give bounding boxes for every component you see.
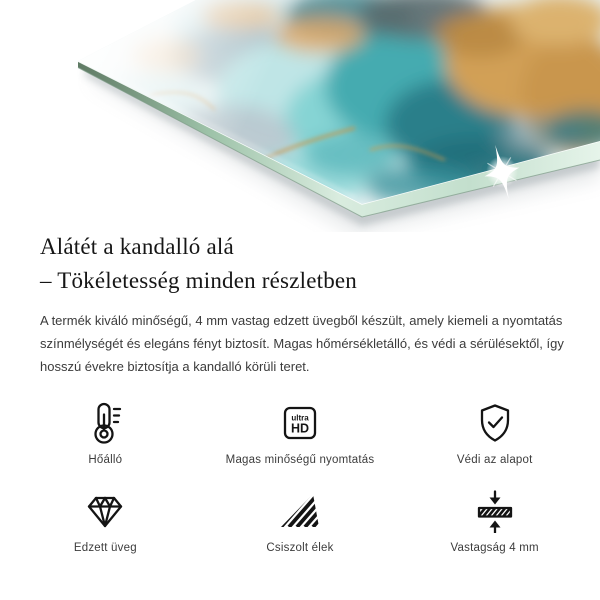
- description-line: A termék kiváló minőségű, 4 mm vastag edzett üvegből készült, amely kiemeli a nyomtatás: [40, 313, 563, 328]
- page-title: [40, 230, 357, 298]
- thickness-icon: [473, 488, 517, 534]
- feature-label: Vastagság 4 mm: [450, 542, 539, 554]
- feature-heat-resistant: [8, 400, 203, 466]
- feature-label: Edzett üveg: [73, 542, 137, 554]
- feature-base-protection: [397, 400, 592, 466]
- description-line: hosszú évekre biztosítja a kandalló körüli teret.: [40, 359, 310, 374]
- ultra-hd-icon: [278, 400, 322, 446]
- page-title-line1: Alátét a kandalló alá: [40, 234, 234, 259]
- feature-polished-edges: [203, 488, 398, 554]
- feature-label: Védi az alapot: [456, 454, 533, 466]
- product-image: [0, 0, 600, 232]
- page-title-line2: – Tökéletesség minden részletben: [40, 268, 358, 293]
- feature-tempered-glass: [8, 488, 203, 554]
- feature-thickness: [397, 488, 592, 554]
- thermometer-icon: [83, 400, 127, 446]
- ultra-hd-icon-text-bottom: HD: [290, 421, 310, 436]
- description-line: színmélységét és elegáns fényt biztosít. Magas hőmérsékletálló, és védi a sérülésektől, így: [40, 336, 564, 351]
- feature-label: Hőálló: [88, 454, 123, 466]
- feature-label: Magas minőségű nyomtatás: [225, 454, 375, 466]
- beveled-edge-icon: [278, 488, 322, 534]
- feature-print-quality: [203, 400, 398, 466]
- glass-panel-illustration: [0, 0, 600, 232]
- feature-label: Csiszolt élek: [266, 542, 334, 554]
- product-description: [40, 309, 564, 378]
- diamond-icon: [83, 488, 127, 534]
- shield-check-icon: [473, 400, 517, 446]
- ultra-hd-icon-text-top: ultra: [291, 413, 309, 423]
- features-grid: [8, 400, 592, 554]
